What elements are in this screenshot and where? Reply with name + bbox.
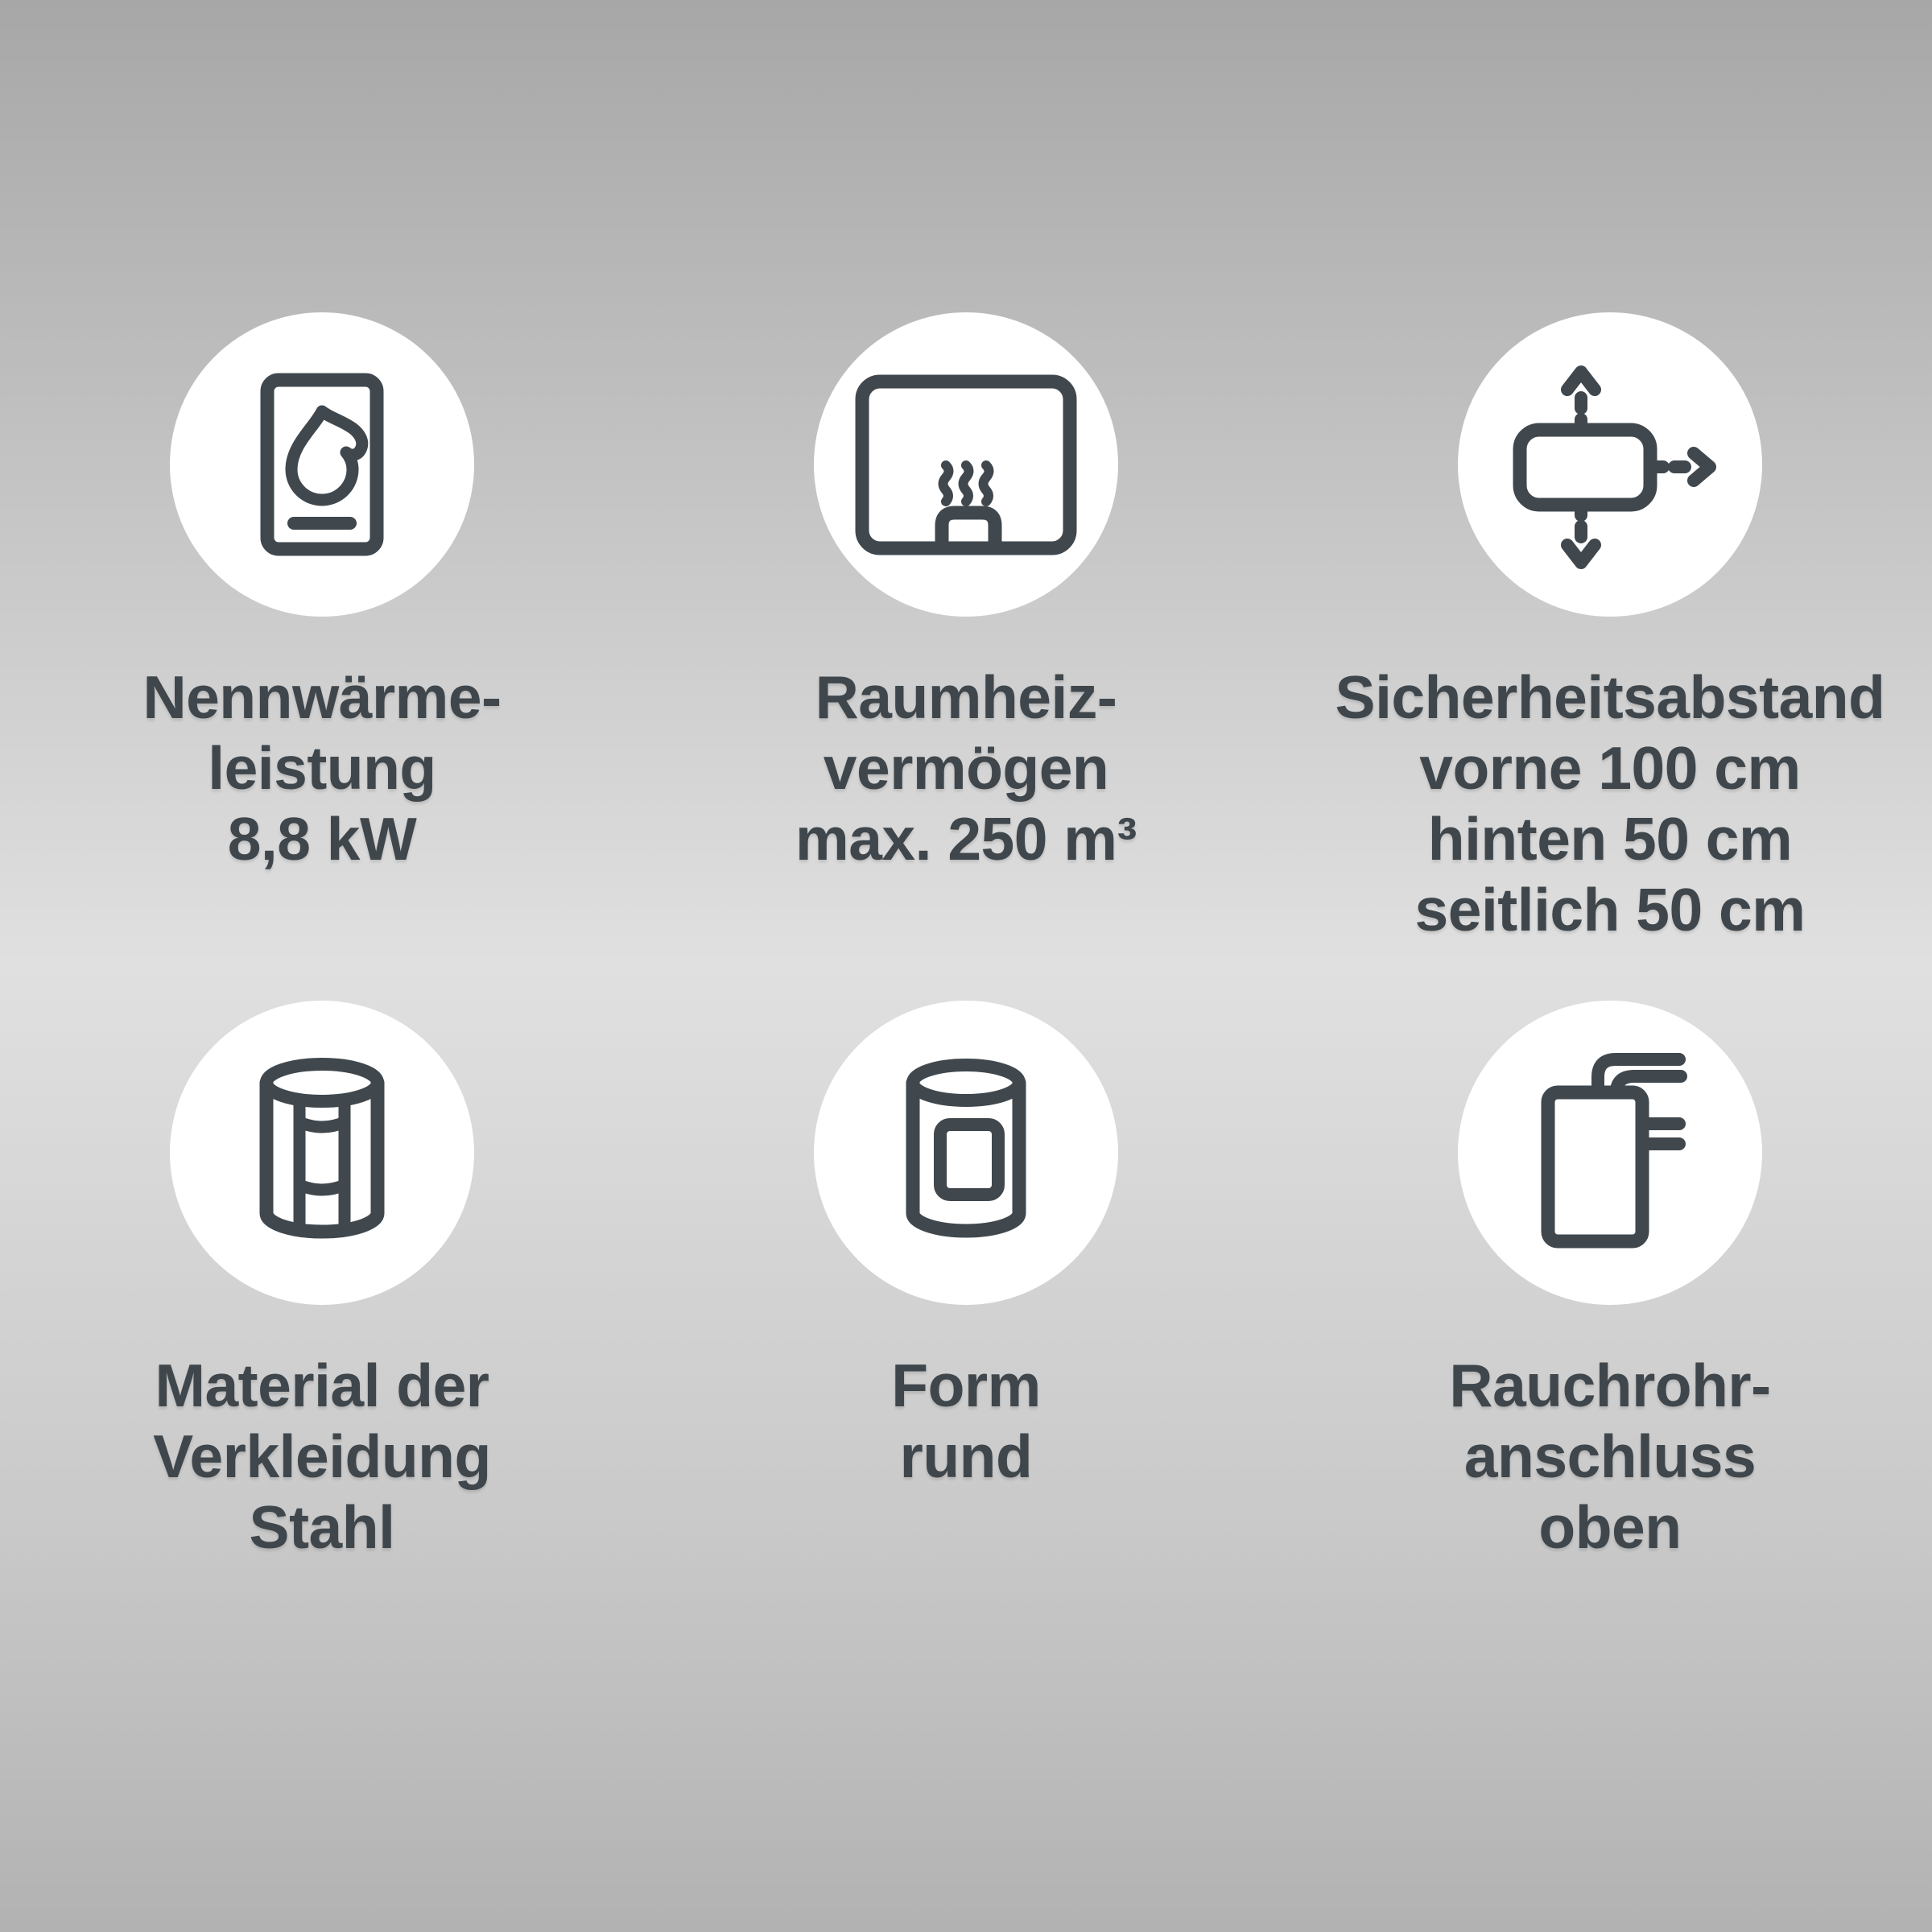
steel-cladding-cylinder-icon [201,1032,443,1274]
icon-circle [170,1001,474,1305]
feature-label-line: leistung [208,734,436,802]
feature-label [1335,662,1885,945]
feature-grid [0,312,1932,1563]
feature-label-line: vorne 100 cm [1419,734,1801,802]
feature-label-line: rund [899,1422,1033,1490]
feature-label-line: Form [891,1352,1041,1419]
feature-label [142,662,501,874]
flue-pipe-top-connection-icon [1489,1032,1731,1274]
feature-label-line: Nennwärme- [142,663,502,731]
icon-circle [170,312,474,617]
feature-label-line: Raumheiz- [815,663,1117,731]
feature-label [795,662,1137,874]
safety-distance-icon [1489,344,1731,585]
feature-label-line: anschluss [1463,1422,1757,1490]
stove-flame-icon [201,344,443,585]
feature-label [891,1350,1041,1492]
feature-label-line: Stahl [249,1493,395,1561]
feature-label-line: seitlich 50 cm [1414,876,1806,943]
feature-label-line: Material der [155,1352,489,1419]
feature-label-line: Sicherheitsabstand [1335,663,1885,731]
feature-label-line: Verkleidung [153,1422,491,1490]
icon-circle [1458,312,1762,617]
feature-cell-sicherheitsabstand [1335,312,1885,1001]
feature-label-line: max. 250 m³ [795,805,1137,873]
icon-circle [1458,1001,1762,1305]
feature-label-line: 8,8 kW [227,805,417,873]
feature-cell-material-verkleidung [153,1001,491,1563]
feature-label-line: oben [1538,1493,1682,1561]
feature-label-line: Rauchrohr- [1449,1352,1771,1419]
round-body-icon [845,1032,1087,1274]
feature-label [153,1350,491,1563]
feature-cell-form [814,1001,1118,1563]
feature-label [1449,1350,1770,1563]
icon-circle [814,1001,1118,1305]
feature-cell-rauchrohranschluss [1449,1001,1770,1563]
feature-label-line: hinten 50 cm [1427,805,1793,873]
icon-circle [814,312,1118,617]
feature-label-line: vermögen [823,734,1109,802]
feature-cell-raumheizvermoegen [795,312,1137,1001]
feature-cell-nennwaermeleistung [142,312,501,1001]
room-heating-capacity-icon [845,344,1087,585]
